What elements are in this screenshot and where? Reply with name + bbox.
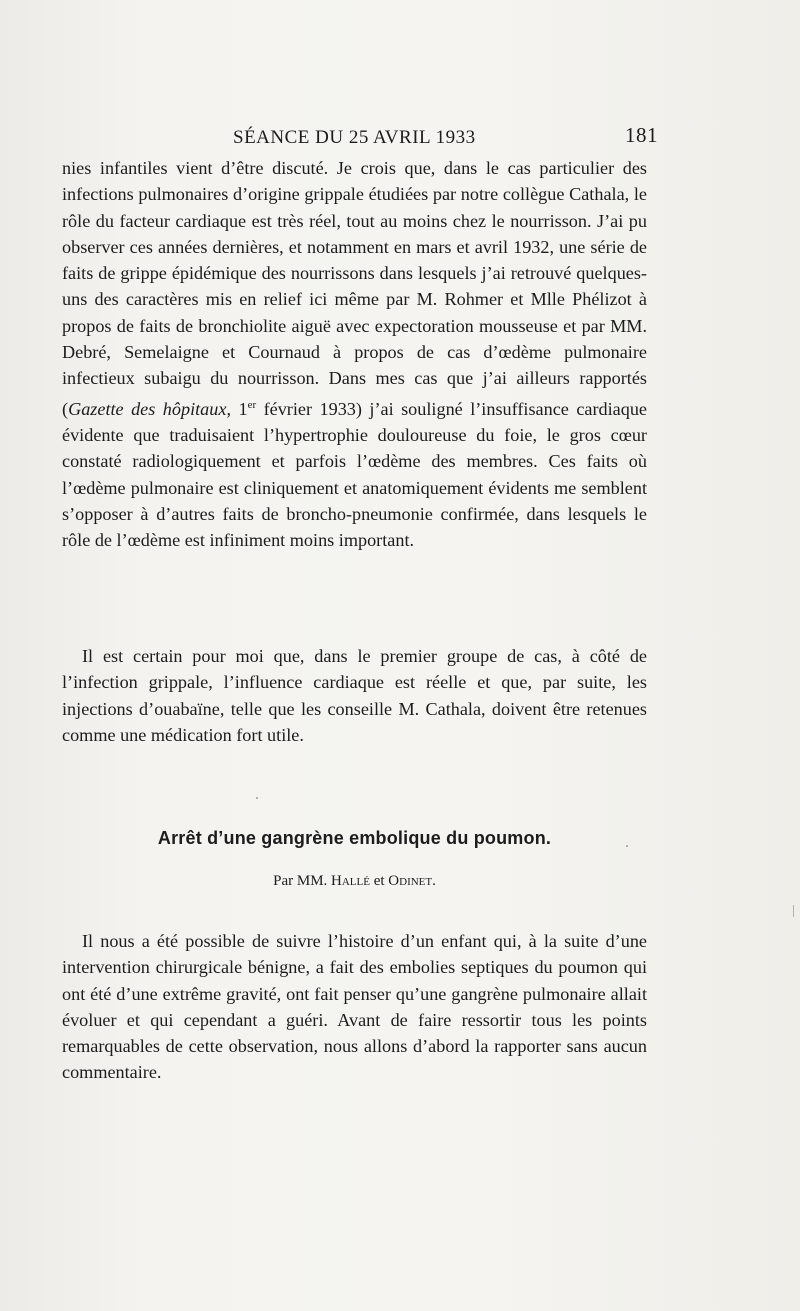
paragraph-1-date-prefix: , 1	[226, 398, 248, 419]
running-head-title: SÉANCE DU 25 AVRIL 1933	[233, 127, 476, 148]
author-halle: Hallé	[331, 873, 370, 889]
paragraph-1-text-b: février 1933) j’ai souligné l’insuffisance cardiaque évidente que traduisaient l’hypertrophie douloureuse du foie, le gros cœur constaté radiologiquement et parfois l’œdème des membres. Ces faits où l’œdème pulmonaire est cliniquement et anatomiquement évidents me semblent s’opposer à d’autres faits de broncho-pneumonie confirmée, dans lesquels le rôle de l’œdème est infiniment moins important.	[62, 398, 647, 551]
paragraph-2: Il est certain pour moi que, dans le premier groupe de cas, à côté de l’infection grippale, l’influence cardiaque est réelle et que, par suite, les injections d’ouabaïne, telle que les conseille M. Cathala, doivent être retenues comme une médication fort utile.	[62, 646, 647, 745]
paragraph-1-text-a: nies infantiles vient d’être discuté. Je crois que, dans le cas particulier des infections pulmonaires d’origine grippale étudiées par notre collègue Cathala, le rôle du facteur cardiaque est très réel, tout au moins chez le nourrisson. J’ai pu observer ces années dernières, et notamment en mars et avril 1932, une série de faits de grippe épidémique des nourrissons dans lesquels j’ai retrouvé quelques-uns des caractères mis en relief ici même par M. Rohmer et Mlle Phélizot à propos de faits de bronchiolite aiguë avec expectoration mousseuse et par MM. Debré, Semelaigne et Cournaud à propos de cas d’œdème pulmonaire infectieux subaigu du nourrisson. Dans mes cas que j’ai ailleurs rapportés (	[62, 158, 647, 419]
byline-conjunction: et	[369, 873, 389, 889]
author-odinet: Odinet	[388, 873, 433, 889]
article-title: Arrêt d’une gangrène embolique du poumon.	[157, 828, 552, 848]
paragraph-3: Il nous a été possible de suivre l’histoire d’un enfant qui, à la suite d’une intervention chirurgicale bénigne, a fait des embolies septiques du poumon qui ont été d’une extrême gravité, ont fait penser qu’une gangrène pulmonaire allait évoluer et qui cependant a guéri. Avant de faire ressortir tous les points remarquables de cette observation, nous allons d’abord la rapporter sans aucun commentaire.	[62, 931, 647, 1083]
page-edge-mark	[793, 905, 794, 917]
journal-title: Gazette des hôpitaux	[68, 398, 227, 419]
print-speck	[626, 845, 628, 847]
byline-suffix: .	[432, 873, 436, 889]
running-head	[233, 121, 658, 151]
byline-prefix: Par MM.	[273, 873, 332, 889]
ordinal-superscript: er	[247, 398, 257, 411]
print-speck	[256, 797, 258, 799]
article-byline	[62, 873, 647, 890]
page-number: 181	[625, 123, 658, 147]
paragraph-1	[62, 155, 647, 554]
